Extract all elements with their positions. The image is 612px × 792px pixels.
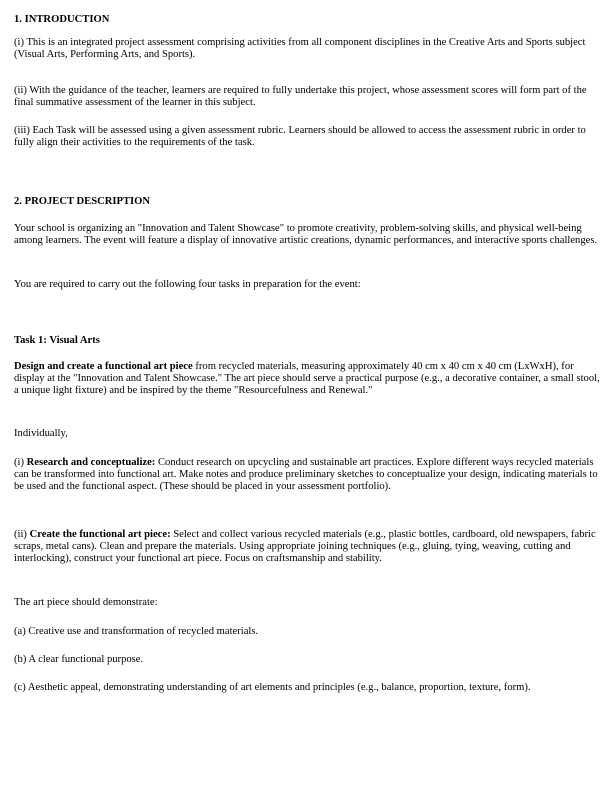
step-ii-prefix: (ii) xyxy=(14,529,30,540)
step-i-prefix: (i) xyxy=(14,457,27,468)
task1-criterion-a: (a) Creative use and transformation of recycled materials. xyxy=(14,626,259,637)
description-heading: 2. PROJECT DESCRIPTION xyxy=(14,196,151,207)
task1-step-ii xyxy=(14,529,600,565)
design-text: from recycled materials, measuring approximately 40 cm x 40 cm x 40 cm (LxWxH), for display at the "Innovation and Talent Showcase." The art piece should serve a practical purpose (e.g., a decorative container, a small stool, a unique light fixture) and be inspired by the theme "Resourcefulness and Renewal." xyxy=(14,361,600,396)
task1-design-paragraph xyxy=(14,361,600,397)
task1-criterion-c: (c) Aesthetic appeal, demonstrating understanding of art elements and principles (e.g., balance, proportion, texture, form). xyxy=(14,682,531,693)
intro-heading: 1. INTRODUCTION xyxy=(14,14,110,25)
description-paragraph-1: Your school is organizing an "Innovation and Talent Showcase" to promote creativity, problem-solving skills, and physical well-being among learners. The event will feature a display of innovative artistic creations, dynamic performances, and interactive sports challenges. xyxy=(14,223,598,246)
step-ii-bold: Create the functional art piece: xyxy=(29,529,171,540)
intro-paragraph-1: (i) This is an integrated project assessment comprising activities from all component disciplines in the Creative Arts and Sports subject (Visual Arts, Performing Arts, and Sports). xyxy=(14,37,586,60)
step-i-bold: Research and conceptualize: xyxy=(26,457,156,468)
step-ii-text: Select and collect various recycled materials (e.g., plastic bottles, cardboard, old newspapers, fabric scraps, metal cans). Clean and prepare the materials. Using appropriate joining techniques (e.g., gluing, tying, weaving, cutting and interlocking), construct your functional art piece. Focus on craftsmanship and stability. xyxy=(14,529,596,564)
intro-paragraph-3: (iii) Each Task will be assessed using a given assessment rubric. Learners should be allowed to access the assessment rubric in order to fully align their activities to the requirements of the task. xyxy=(14,125,586,148)
design-bold: Design and create a functional art piece xyxy=(14,361,193,372)
task1-heading: Task 1: Visual Arts xyxy=(14,335,100,346)
step-i-text: Conduct research on upcycling and sustainable art practices. Explore different ways recycled materials can be transformed into functional art. Make notes and produce preliminary sketches to conceptualize your design, indicating materials to be used and the functional aspect. (These should be placed in your assessment portfolio). xyxy=(14,457,598,492)
task1-step-i xyxy=(14,457,600,493)
task1-demonstrate: The art piece should demonstrate: xyxy=(14,597,158,608)
description-paragraph-2: You are required to carry out the following four tasks in preparation for the event: xyxy=(14,279,361,290)
task1-individually: Individually, xyxy=(14,428,68,439)
intro-paragraph-2: (ii) With the guidance of the teacher, learners are required to fully undertake this project, whose assessment scores will form part of the final summative assessment of the learner in this subject. xyxy=(14,85,587,108)
task1-criterion-b: (b) A clear functional purpose. xyxy=(14,654,144,665)
